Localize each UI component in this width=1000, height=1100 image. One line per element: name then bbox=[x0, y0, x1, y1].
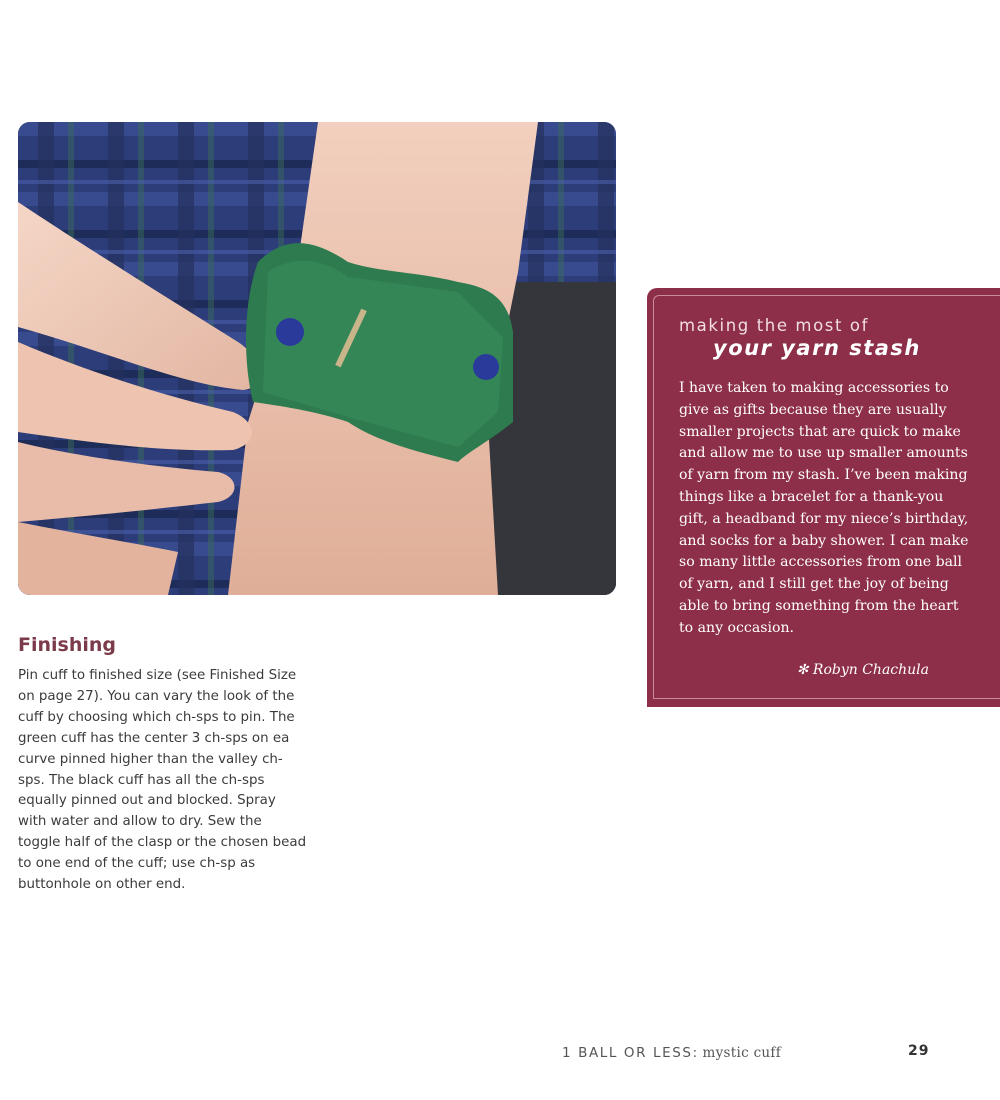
finishing-heading: Finishing bbox=[18, 634, 117, 656]
crochet-cuff-photo-icon bbox=[18, 122, 616, 595]
running-head bbox=[562, 1045, 781, 1061]
sidebar-title: your yarn stash bbox=[713, 336, 921, 360]
running-head-section: 1 BALL OR LESS: bbox=[562, 1045, 699, 1061]
finishing-body: Pin cuff to finished size (see Finished Size on page 27). You can vary the look of the cuff by choosing which ch-sps to pin. The green cuff has the center 3 ch-sps on ea curve pinned higher than the valley ch-sps. The black cuff has all the ch-sps equally pinned out and blocked. Spray with water and allow to dry. Sew the toggle half of the clasp or the chosen bead to one end of the cuff; use ch-sp as buttonhole on other end. bbox=[18, 668, 307, 893]
yarn-stash-sidebar bbox=[647, 288, 1000, 707]
sidebar-author: ✻ Robyn Chachula bbox=[796, 662, 929, 678]
cuff-photo bbox=[18, 122, 616, 595]
sidebar-kicker: making the most of bbox=[679, 316, 870, 335]
page-number: 29 bbox=[908, 1043, 930, 1059]
running-head-title: mystic cuff bbox=[702, 1045, 782, 1061]
sidebar-body: I have taken to making accessories to give as gifts because they are usually smaller projects that are quick to make and allow me to use up smaller amounts of yarn from my stash. I’ve been making things like a bracelet for a thank-you gift, a headband for my niece’s birthday, and socks for a baby shower. I can make so many little accessories from one ball of yarn, and I still get the joy of being able to bring something from the heart to any occasion. bbox=[679, 380, 969, 636]
